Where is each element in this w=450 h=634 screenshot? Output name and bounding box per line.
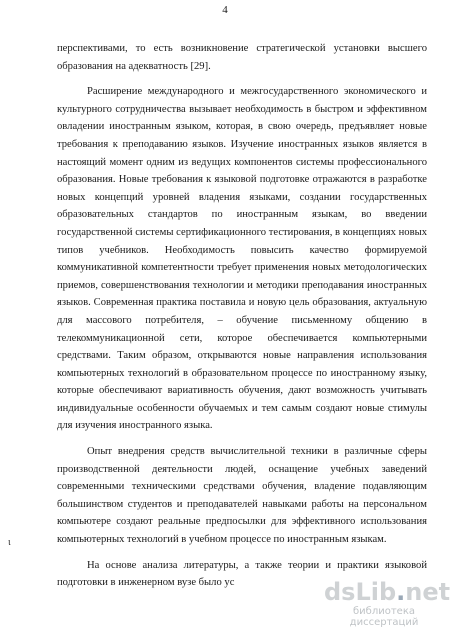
watermark: [324, 578, 450, 628]
document-body: [57, 40, 427, 600]
watermark-logo-dot: .: [396, 578, 406, 606]
page-number: 4: [222, 4, 228, 16]
paragraph-1: перспективами, то есть возникновение стратегической установки высшего образования на адекватность [29].: [57, 43, 427, 72]
watermark-logo: [324, 578, 450, 606]
watermark-logo-main: dsLib: [324, 578, 397, 606]
paragraph-4: На основе анализа литературы, а также теории и практики языковой подготовки в инженерном вузе было ус: [57, 559, 427, 589]
paragraph-3: Опыт внедрения средств вычислительной техники в различные сферы производственной деятельности людей, оснащение учебных заведений современными техническими средствами обучения, владение подавляющим большинством студентов и преподавателей навыками работы на персональном компьютере создают реальные предпосылки для эффективного использования компьютерных технологий в учебном процессе по иностранным языкам.: [57, 446, 427, 546]
watermark-subtitle: библиотека диссертаций: [349, 606, 419, 628]
watermark-logo-tld: net: [405, 578, 450, 606]
margin-mark: ι: [8, 537, 11, 548]
paragraph-2: Расширение международного и межгосударственного экономического и культурного сотрудничества вызывает необходимость в быстром и эффективном овладении иностранным языком, которая, в свою очередь, предъявляет новые требования к преподаванию языков. Изучение иностранных языков является в настоящий момент одним из ведущих компонентов системы профессионального образования. Новые требования к языковой подготовке отражаются в разработке новых концепций уровней владения языками, создании государственных образовательных стандартов по иностранным языкам, во введении государственной системы сертификационного тестирования, в концепциях новых типов учебников. Необходимость повысить качество формируемой коммуникативной компетентности требует применения новых методологических приемов, совершенствования технологии и методики преподавания иностранных языков. Современная практика поставила и новую цель образования, актуальную для массового потребителя, – обучение письменному общению в телекоммуникационной сети, которое обеспечивается компьютерными средствами. Таким образом, открываются новые направления использования компьютерных технологий в образовательном процессе по иностранному языку, которые обеспечивают вариативность обучения, дают возможность учитывать индивидуальные особенности обучаемых и тем самым создают новые стимулы для изучения иностранного языка.: [57, 86, 427, 432]
